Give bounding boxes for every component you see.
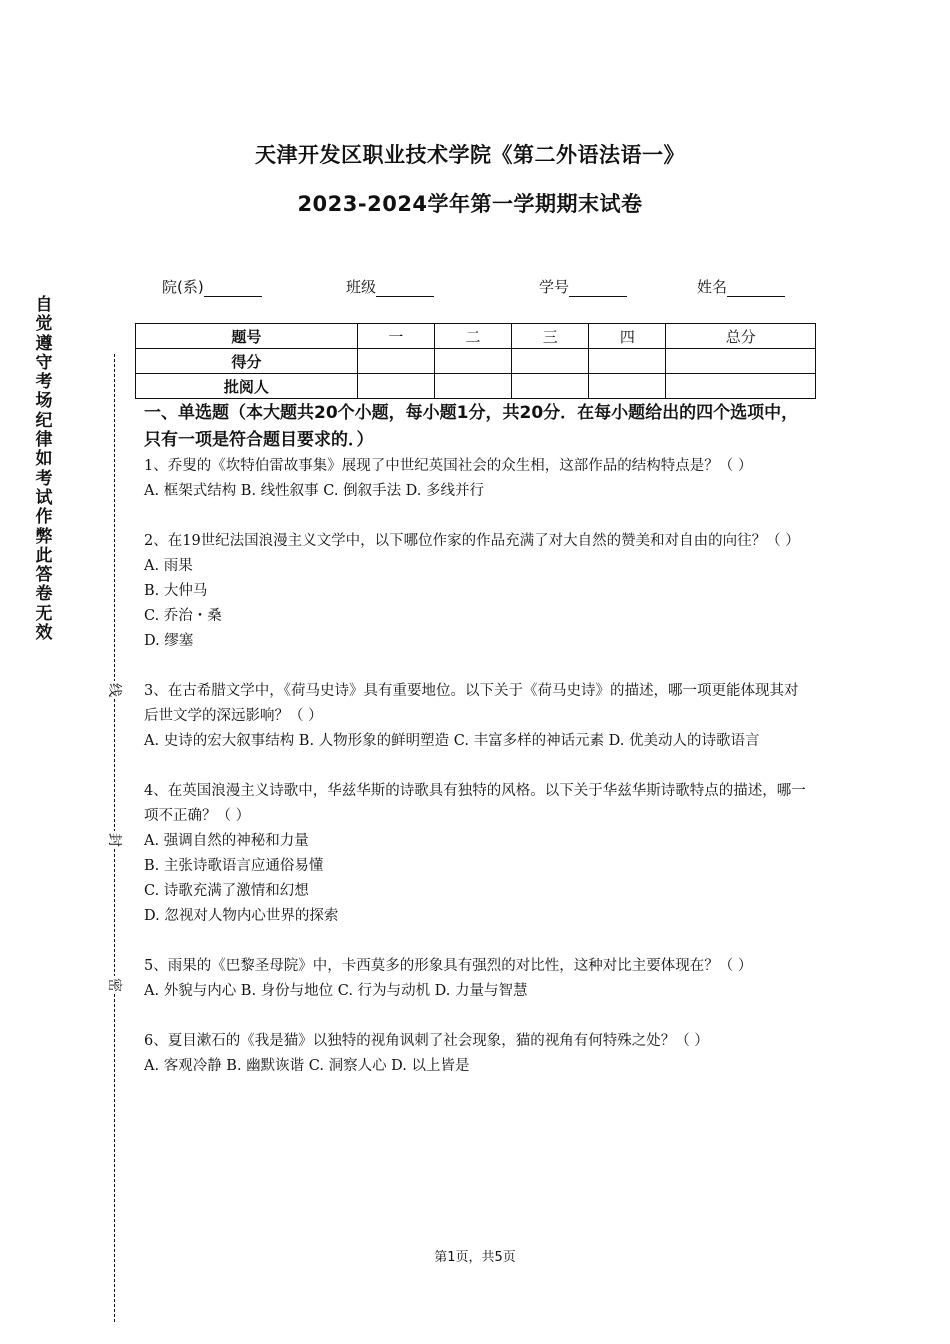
class-field xyxy=(346,276,434,297)
page-number: 第1页，共5页 xyxy=(434,1250,516,1265)
question-stem: 6、夏目漱石的《我是猫》以独特的视角讽刺了社会现象，猫的视角有何特殊之处？（ ） xyxy=(144,1033,709,1049)
binding-label-line: 线 xyxy=(105,681,125,699)
question-option[interactable]: C. 诗歌充满了激情和幻想 xyxy=(144,883,309,899)
question-3 xyxy=(144,679,808,754)
score-header-cell: 四 xyxy=(589,324,666,349)
question-1 xyxy=(144,454,808,504)
reviewer-cell[interactable] xyxy=(589,374,666,399)
question-option[interactable]: D. 缪塞 xyxy=(144,633,194,649)
score-header-cell: 一 xyxy=(357,324,434,349)
exam-content xyxy=(144,400,808,1079)
score-row xyxy=(136,349,816,374)
reviewer-row-label: 批阅人 xyxy=(136,374,358,399)
question-option[interactable]: B. 大仲马 xyxy=(144,583,208,599)
score-cell[interactable] xyxy=(512,349,589,374)
question-option[interactable]: A. 雨果 xyxy=(144,558,193,574)
question-options[interactable]: A. 客观冷静 B. 幽默诙谐 C. 洞察人心 D. 以上皆是 xyxy=(144,1058,470,1074)
name-label: 姓名 xyxy=(697,278,728,296)
score-header-cell: 二 xyxy=(434,324,511,349)
sidebar-warning: 自觉遵守考场纪律如考试作弊此答卷无效 xyxy=(35,295,53,644)
question-option[interactable]: C. 乔治・桑 xyxy=(144,608,222,624)
department-blank[interactable] xyxy=(204,280,262,297)
question-stem: 2、在19世纪法国浪漫主义文学中，以下哪位作家的作品充满了对大自然的赞美和对自由的向往？（ ） xyxy=(144,533,800,549)
binding-label-seal: 封 xyxy=(105,831,125,849)
score-header-cell: 三 xyxy=(512,324,589,349)
question-option[interactable]: A. 强调自然的神秘和力量 xyxy=(144,833,309,849)
question-stem: 5、雨果的《巴黎圣母院》中，卡西莫多的形象具有强烈的对比性，这种对比主要体现在？（ ） xyxy=(144,958,753,974)
exam-title-line1: 天津开发区职业技术学院《第二外语法语一》 xyxy=(255,143,685,167)
score-cell[interactable] xyxy=(434,349,511,374)
department-field xyxy=(162,276,262,297)
question-6 xyxy=(144,1029,808,1079)
score-cell[interactable] xyxy=(666,349,816,374)
section-heading: 一、单选题（本大题共20个小题，每小题1分，共20分．在每小题给出的四个选项中，只有一项是符合题目要求的．） xyxy=(144,403,799,450)
score-row-label: 得分 xyxy=(136,349,358,374)
reviewer-cell[interactable] xyxy=(434,374,511,399)
reviewer-cell[interactable] xyxy=(357,374,434,399)
student-id-label: 学号 xyxy=(539,278,570,296)
question-option[interactable]: D. 忽视对人物内心世界的探索 xyxy=(144,908,339,924)
department-label: 院(系) xyxy=(162,278,204,296)
name-blank[interactable] xyxy=(727,280,785,297)
reviewer-cell[interactable] xyxy=(666,374,816,399)
binding-label-secret: 密 xyxy=(105,976,125,994)
student-id-field xyxy=(539,276,627,297)
question-2 xyxy=(144,529,808,654)
exam-title-line2: 2023-2024学年第一学期期末试卷 xyxy=(297,192,643,216)
score-header-cell: 总分 xyxy=(666,324,816,349)
question-stem: 4、在英国浪漫主义诗歌中，华兹华斯的诗歌具有独特的风格。以下关于华兹华斯诗歌特点的描述，哪一项不正确？（ ） xyxy=(144,783,806,824)
student-id-blank[interactable] xyxy=(569,280,627,297)
question-stem: 1、乔叟的《坎特伯雷故事集》展现了中世纪英国社会的众生相，这部作品的结构特点是？（ ） xyxy=(144,458,753,474)
question-options[interactable]: A. 外貌与内心 B. 身份与地位 C. 行为与动机 D. 力量与智慧 xyxy=(144,983,528,999)
question-4 xyxy=(144,779,808,929)
score-cell[interactable] xyxy=(357,349,434,374)
class-blank[interactable] xyxy=(376,280,434,297)
question-5 xyxy=(144,954,808,1004)
question-options[interactable]: A. 史诗的宏大叙事结构 B. 人物形象的鲜明塑造 C. 丰富多样的神话元素 D. 优美动人的诗歌语言 xyxy=(144,733,760,749)
question-stem: 3、在古希腊文学中，《荷马史诗》具有重要地位。以下关于《荷马史诗》的描述，哪一项更能体现其对后世文学的深远影响？（ ） xyxy=(144,683,799,724)
reviewer-cell[interactable] xyxy=(512,374,589,399)
score-table-header-row xyxy=(136,324,816,349)
reviewer-row xyxy=(136,374,816,399)
score-table xyxy=(135,323,816,399)
score-header-cell: 题号 xyxy=(136,324,358,349)
question-option[interactable]: B. 主张诗歌语言应通俗易懂 xyxy=(144,858,324,874)
score-cell[interactable] xyxy=(589,349,666,374)
question-options[interactable]: A. 框架式结构 B. 线性叙事 C. 倒叙手法 D. 多线并行 xyxy=(144,483,485,499)
name-field xyxy=(697,276,785,297)
class-label: 班级 xyxy=(346,278,377,296)
